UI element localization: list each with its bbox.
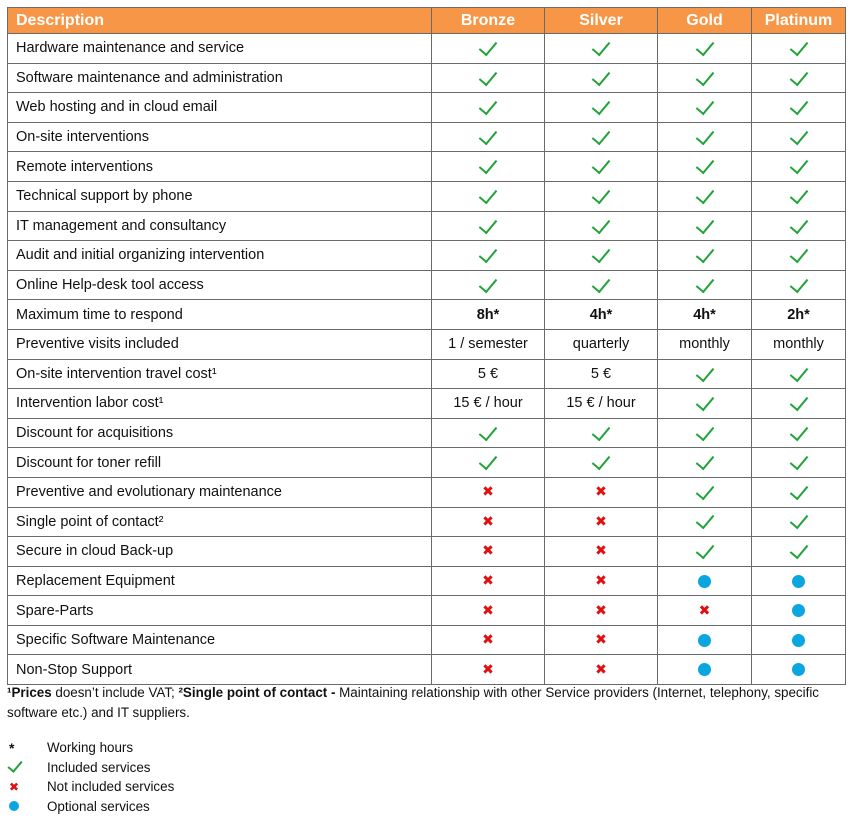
- check-icon: [789, 451, 808, 470]
- check-icon: [789, 540, 808, 559]
- feature-label: Remote interventions: [8, 152, 432, 182]
- check-icon: [695, 362, 714, 381]
- cell-silver: [545, 211, 658, 241]
- check-icon: [479, 66, 498, 85]
- cross-icon: ✖: [595, 513, 607, 530]
- feature-label: IT management and consultancy: [8, 211, 432, 241]
- cell-gold: [658, 34, 752, 64]
- cell-silver: [545, 241, 658, 271]
- check-icon: [789, 481, 808, 500]
- header-silver: Silver: [545, 8, 658, 34]
- cell-gold: [658, 625, 752, 655]
- cross-icon: ✖: [482, 632, 494, 649]
- cell-platinum: [752, 477, 846, 507]
- check-icon: [479, 421, 498, 440]
- cell-gold: [658, 448, 752, 478]
- table-body: [8, 34, 846, 685]
- cell-bronze: 8h*: [432, 300, 545, 330]
- check-icon: [789, 392, 808, 411]
- check-icon: [479, 244, 498, 263]
- cell-silver: [545, 596, 658, 626]
- plan-comparison-table: [7, 7, 846, 685]
- feature-label: Discount for acquisitions: [8, 418, 432, 448]
- check-icon: [789, 185, 808, 204]
- table-row: [8, 566, 846, 596]
- legend-item-optional: [7, 797, 174, 817]
- cross-icon: ✖: [595, 484, 607, 501]
- cell-platinum: [752, 507, 846, 537]
- feature-label: Software maintenance and administration: [8, 63, 432, 93]
- check-icon: [592, 451, 611, 470]
- feature-label: Discount for toner refill: [8, 448, 432, 478]
- check-icon: [479, 185, 498, 204]
- cell-platinum: [752, 34, 846, 64]
- check-icon: [695, 155, 714, 174]
- legend-item-included: [7, 758, 174, 778]
- cell-bronze: [432, 181, 545, 211]
- cell-platinum: [752, 122, 846, 152]
- feature-label: Specific Software Maintenance: [8, 625, 432, 655]
- cell-platinum: [752, 211, 846, 241]
- cross-icon: ✖: [698, 602, 711, 619]
- cross-icon: ✖: [595, 543, 607, 560]
- feature-label: Intervention labor cost¹: [8, 389, 432, 419]
- cell-gold: [658, 418, 752, 448]
- cell-platinum: [752, 625, 846, 655]
- optional-dot-icon: [792, 634, 805, 647]
- cross-icon: ✖: [9, 779, 20, 794]
- cell-gold: [658, 152, 752, 182]
- check-icon: [695, 214, 714, 233]
- feature-label: Technical support by phone: [8, 181, 432, 211]
- cell-platinum: [752, 537, 846, 567]
- cell-silver: 15 € / hour: [545, 389, 658, 419]
- cell-bronze: 5 €: [432, 359, 545, 389]
- cell-bronze: [432, 537, 545, 567]
- check-icon: [789, 214, 808, 233]
- check-icon: [479, 126, 498, 145]
- cell-bronze: [432, 122, 545, 152]
- feature-label: Preventive and evolutionary maintenance: [8, 477, 432, 507]
- cell-gold: [658, 566, 752, 596]
- table-row: [8, 300, 846, 330]
- table-row: [8, 63, 846, 93]
- feature-label: Maximum time to respond: [8, 300, 432, 330]
- table-row: [8, 211, 846, 241]
- cell-gold: [658, 122, 752, 152]
- cell-bronze: [432, 270, 545, 300]
- cell-platinum: [752, 418, 846, 448]
- footnote-prices-label: ¹Prices: [7, 685, 52, 700]
- check-icon: [789, 96, 808, 115]
- cell-gold: [658, 655, 752, 685]
- check-icon: [789, 155, 808, 174]
- table-row: [8, 448, 846, 478]
- check-icon: [592, 126, 611, 145]
- table-row: [8, 507, 846, 537]
- check-icon: [695, 96, 714, 115]
- feature-label: Replacement Equipment: [8, 566, 432, 596]
- cell-silver: quarterly: [545, 329, 658, 359]
- cell-platinum: [752, 566, 846, 596]
- feature-label: Web hosting and in cloud email: [8, 93, 432, 123]
- cell-silver: [545, 122, 658, 152]
- check-icon: [592, 214, 611, 233]
- check-icon: [592, 185, 611, 204]
- check-icon: [592, 37, 611, 56]
- cell-silver: [545, 507, 658, 537]
- feature-label: Spare-Parts: [8, 596, 432, 626]
- cell-platinum: [752, 270, 846, 300]
- cell-bronze: [432, 655, 545, 685]
- cell-gold: [658, 181, 752, 211]
- cross-icon: ✖: [482, 661, 494, 678]
- check-icon: [789, 126, 808, 145]
- cell-silver: [545, 63, 658, 93]
- cross-icon: ✖: [595, 661, 607, 678]
- cell-platinum: [752, 655, 846, 685]
- check-icon: [789, 244, 808, 263]
- cross-icon: ✖: [482, 513, 494, 530]
- legend-label: Working hours: [47, 740, 134, 756]
- table-row: [8, 389, 846, 419]
- optional-dot-icon: [698, 663, 711, 676]
- cell-silver: [545, 181, 658, 211]
- cell-silver: 5 €: [545, 359, 658, 389]
- footnote-contact-text: Maintaining relationship with other Service providers (Internet, telephony, specific software etc.) and IT suppliers.: [7, 685, 819, 720]
- cell-platinum: monthly: [752, 329, 846, 359]
- cell-silver: [545, 418, 658, 448]
- cell-silver: [545, 477, 658, 507]
- legend-item-not-included: [7, 777, 174, 797]
- table-row: [8, 34, 846, 64]
- cell-gold: [658, 389, 752, 419]
- cell-gold: [658, 537, 752, 567]
- check-icon: [592, 244, 611, 263]
- cell-silver: [545, 152, 658, 182]
- check-icon: [592, 96, 611, 115]
- cell-gold: monthly: [658, 329, 752, 359]
- cell-silver: [545, 655, 658, 685]
- optional-dot-icon: [9, 801, 19, 811]
- table-row: [8, 655, 846, 685]
- cross-icon: ✖: [482, 484, 494, 501]
- check-icon: [789, 273, 808, 292]
- feature-label: Hardware maintenance and service: [8, 34, 432, 64]
- cell-gold: [658, 270, 752, 300]
- check-icon: [479, 96, 498, 115]
- footnote-contact-label: ²Single point of contact -: [178, 685, 336, 700]
- table-row: [8, 359, 846, 389]
- cross-icon: ✖: [595, 602, 607, 619]
- header-description: Description: [8, 8, 432, 34]
- feature-label: On-site intervention travel cost¹: [8, 359, 432, 389]
- table-row: [8, 152, 846, 182]
- cell-bronze: 15 € / hour: [432, 389, 545, 419]
- legend-label: Included services: [47, 759, 151, 775]
- cell-silver: [545, 537, 658, 567]
- cell-gold: [658, 241, 752, 271]
- check-icon: [592, 66, 611, 85]
- cell-gold: 4h*: [658, 300, 752, 330]
- check-icon: [789, 66, 808, 85]
- check-icon: [695, 510, 714, 529]
- table-row: [8, 625, 846, 655]
- legend-item-working-hours: [7, 738, 174, 758]
- cell-bronze: [432, 93, 545, 123]
- check-icon: [7, 757, 22, 773]
- check-icon: [695, 273, 714, 292]
- check-icon: [695, 451, 714, 470]
- check-icon: [695, 126, 714, 145]
- cell-platinum: [752, 241, 846, 271]
- cell-bronze: 1 / semester: [432, 329, 545, 359]
- table-row: [8, 270, 846, 300]
- cell-silver: [545, 566, 658, 596]
- cell-gold: [658, 211, 752, 241]
- legend-label: Optional services: [47, 798, 150, 814]
- cell-bronze: [432, 418, 545, 448]
- optional-dot-icon: [698, 634, 711, 647]
- cell-gold: [658, 507, 752, 537]
- header-platinum: Platinum: [752, 8, 846, 34]
- optional-dot-icon: [698, 575, 711, 588]
- check-icon: [789, 510, 808, 529]
- cell-gold: [658, 359, 752, 389]
- cross-icon: ✖: [482, 543, 494, 560]
- table-row: [8, 418, 846, 448]
- cell-platinum: [752, 596, 846, 626]
- check-icon: [695, 185, 714, 204]
- cell-silver: [545, 93, 658, 123]
- table-row: [8, 241, 846, 271]
- feature-label: Non-Stop Support: [8, 655, 432, 685]
- check-icon: [695, 66, 714, 85]
- check-icon: [479, 37, 498, 56]
- footnote-prices-text: doesn’t include VAT;: [51, 685, 179, 700]
- cell-bronze: [432, 34, 545, 64]
- legend: [7, 738, 174, 816]
- legend-label: Not included services: [47, 779, 175, 795]
- check-icon: [789, 421, 808, 440]
- cell-silver: 4h*: [545, 300, 658, 330]
- cell-bronze: [432, 241, 545, 271]
- feature-label: Audit and initial organizing intervention: [8, 241, 432, 271]
- cell-platinum: 2h*: [752, 300, 846, 330]
- check-icon: [592, 155, 611, 174]
- cross-icon: ✖: [482, 602, 494, 619]
- check-icon: [592, 273, 611, 292]
- feature-label: On-site interventions: [8, 122, 432, 152]
- cell-silver: [545, 625, 658, 655]
- header-gold: Gold: [658, 8, 752, 34]
- cross-icon: ✖: [595, 573, 607, 590]
- check-icon: [695, 244, 714, 263]
- cross-icon: ✖: [595, 632, 607, 649]
- check-icon: [695, 392, 714, 411]
- cell-silver: [545, 34, 658, 64]
- cell-platinum: [752, 359, 846, 389]
- check-icon: [479, 155, 498, 174]
- check-icon: [479, 214, 498, 233]
- table-row: [8, 122, 846, 152]
- check-icon: [695, 481, 714, 500]
- optional-dot-icon: [792, 604, 805, 617]
- cell-platinum: [752, 389, 846, 419]
- table-header-row: [8, 8, 846, 34]
- cell-gold: [658, 596, 752, 626]
- table-row: [8, 181, 846, 211]
- cell-bronze: [432, 566, 545, 596]
- cell-bronze: [432, 211, 545, 241]
- cell-platinum: [752, 63, 846, 93]
- cell-silver: [545, 448, 658, 478]
- cell-bronze: [432, 448, 545, 478]
- cell-bronze: [432, 63, 545, 93]
- header-bronze: Bronze: [432, 8, 545, 34]
- optional-dot-icon: [792, 575, 805, 588]
- feature-label: Single point of contact²: [8, 507, 432, 537]
- optional-dot-icon: [792, 663, 805, 676]
- check-icon: [479, 451, 498, 470]
- cell-bronze: [432, 477, 545, 507]
- cell-platinum: [752, 93, 846, 123]
- cell-bronze: [432, 152, 545, 182]
- cell-bronze: [432, 507, 545, 537]
- table-row: [8, 537, 846, 567]
- check-icon: [695, 37, 714, 56]
- feature-label: Secure in cloud Back-up: [8, 537, 432, 567]
- feature-label: Preventive visits included: [8, 329, 432, 359]
- check-icon: [695, 421, 714, 440]
- feature-label: Online Help-desk tool access: [8, 270, 432, 300]
- table-row: [8, 329, 846, 359]
- cell-platinum: [752, 181, 846, 211]
- check-icon: [479, 273, 498, 292]
- cell-gold: [658, 63, 752, 93]
- check-icon: [592, 421, 611, 440]
- cell-gold: [658, 93, 752, 123]
- cell-platinum: [752, 448, 846, 478]
- table-row: [8, 596, 846, 626]
- cell-silver: [545, 270, 658, 300]
- cross-icon: ✖: [482, 573, 494, 590]
- footnote: [7, 683, 847, 723]
- cell-bronze: [432, 596, 545, 626]
- cell-platinum: [752, 152, 846, 182]
- cell-gold: [658, 477, 752, 507]
- check-icon: [789, 362, 808, 381]
- table-row: [8, 477, 846, 507]
- asterisk-icon: *: [9, 739, 15, 756]
- cell-bronze: [432, 625, 545, 655]
- check-icon: [789, 37, 808, 56]
- table-row: [8, 93, 846, 123]
- check-icon: [695, 540, 714, 559]
